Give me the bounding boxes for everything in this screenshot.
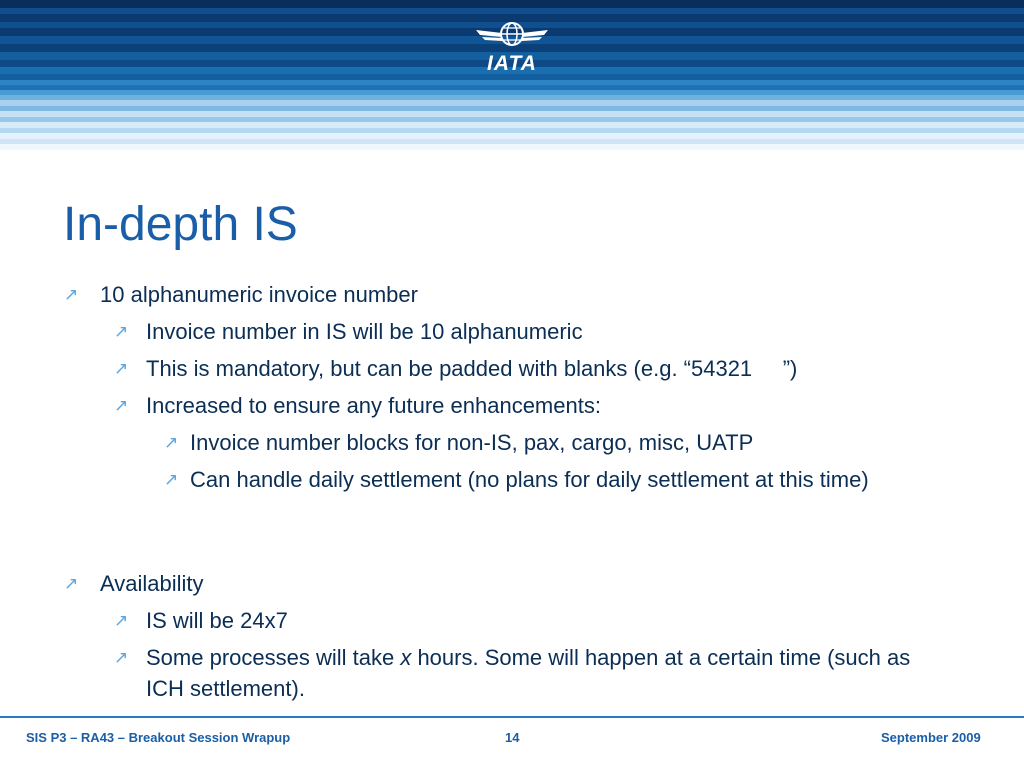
- footer-left-text: SIS P3 – RA43 – Breakout Session Wrapup: [26, 730, 291, 745]
- arrow-up-right-icon: ↗: [64, 285, 79, 304]
- footer-divider: [0, 716, 1024, 718]
- arrow-up-right-icon: ↗: [114, 322, 129, 341]
- bullet-item: Increased to ensure any future enhancements:: [146, 393, 601, 418]
- bullet-text-before: Some processes will take: [146, 645, 401, 670]
- bullet-item: IS will be 24x7: [146, 608, 288, 633]
- slide-title: In-depth IS: [63, 198, 298, 251]
- arrow-up-right-icon: ↗: [114, 648, 129, 667]
- footer-date: September 2009: [881, 730, 981, 745]
- logo-text: IATA: [487, 52, 537, 75]
- bullet-item: Invoice number blocks for non-IS, pax, cargo, misc, UATP: [190, 430, 754, 455]
- bullet-text-italic: x: [400, 645, 412, 670]
- bullet-item: Availability: [100, 571, 204, 596]
- arrow-up-right-icon: ↗: [164, 470, 179, 489]
- bullet-item: This is mandatory, but can be padded with blanks (e.g. “54321 ”): [146, 356, 798, 381]
- iata-logo: [472, 18, 552, 74]
- bullet-item: Can handle daily settlement (no plans for daily settlement at this time): [190, 467, 869, 492]
- bullet-text-after: hours. Some will happen at a certain time (such as ICH settlement).: [146, 645, 911, 701]
- bullet-item: [146, 642, 946, 704]
- arrow-up-right-icon: ↗: [64, 574, 79, 593]
- arrow-up-right-icon: ↗: [164, 433, 179, 452]
- bullet-item: Invoice number in IS will be 10 alphanumeric: [146, 319, 583, 344]
- header-banner: [0, 0, 1024, 155]
- page-number: 14: [505, 730, 520, 745]
- globe-wings-icon: [472, 18, 552, 54]
- arrow-up-right-icon: ↗: [114, 611, 129, 630]
- arrow-up-right-icon: ↗: [114, 396, 129, 415]
- arrow-up-right-icon: ↗: [114, 359, 129, 378]
- bullet-item: 10 alphanumeric invoice number: [100, 282, 418, 307]
